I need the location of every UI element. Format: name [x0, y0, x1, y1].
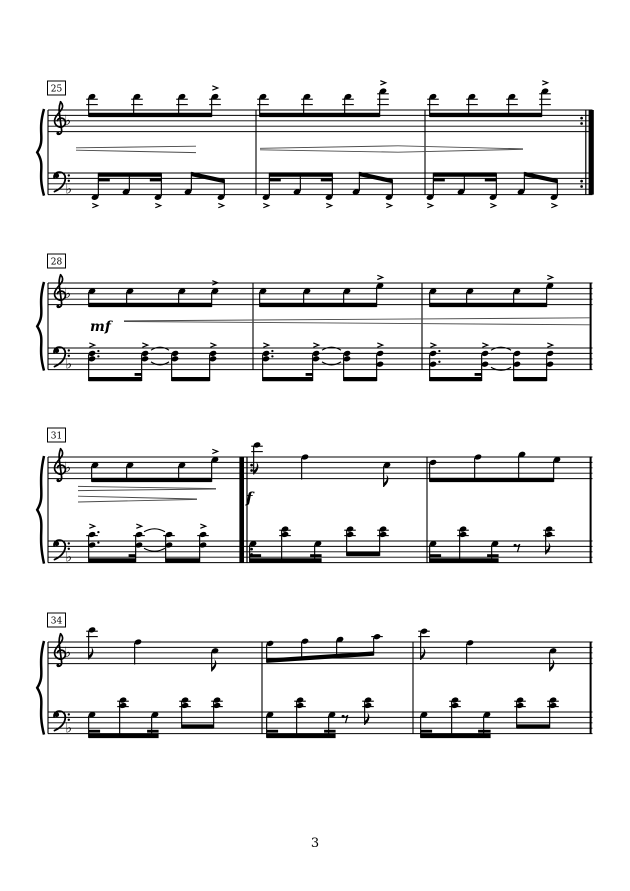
single-note [362, 697, 374, 725]
accent-mark [547, 275, 552, 279]
single-note [251, 441, 263, 474]
eighth-flag [384, 475, 389, 487]
beam [89, 377, 142, 381]
stem [266, 644, 267, 662]
stem [516, 701, 517, 728]
beamed-group [91, 172, 162, 200]
stem [314, 545, 315, 563]
stem [269, 173, 270, 197]
end-barline [590, 457, 592, 563]
stem [312, 354, 313, 381]
beam [260, 303, 377, 307]
accent-mark [326, 203, 331, 207]
accent-mark [210, 343, 215, 347]
stem [262, 354, 263, 381]
beam [172, 377, 210, 381]
beam-stub [150, 179, 162, 182]
treble-clef-dot [56, 305, 59, 308]
stem [483, 716, 484, 738]
flat-sign: ♭ [64, 113, 72, 130]
beam [260, 113, 380, 117]
flat-sign: ♭ [65, 181, 73, 198]
stem [474, 458, 475, 482]
beam [430, 558, 499, 562]
barline [47, 110, 48, 195]
accent-mark [142, 343, 147, 347]
beam [517, 724, 550, 728]
beam [524, 172, 557, 184]
beam [89, 113, 212, 117]
rest-hook [515, 544, 520, 552]
repeat-dot [580, 122, 583, 125]
beamed-group [426, 172, 497, 200]
stem [379, 530, 380, 556]
stem [346, 530, 347, 556]
barline [255, 110, 256, 195]
augmentation-dot [271, 355, 273, 357]
barline [252, 283, 253, 370]
stem [181, 701, 182, 728]
beam-stub [250, 554, 262, 557]
stem [379, 92, 380, 117]
single-note [543, 526, 555, 555]
eighth-flag [254, 462, 259, 474]
flat-sign: ♭ [65, 356, 73, 373]
eighth-flag [546, 542, 551, 554]
stem [541, 92, 542, 117]
beam-stub [129, 554, 136, 557]
accent-mark [547, 343, 552, 347]
barline [47, 283, 48, 370]
stem [429, 463, 430, 481]
barline [426, 457, 427, 563]
bass-clef-dot [68, 713, 70, 715]
stem [141, 354, 142, 381]
end-barline [590, 283, 592, 370]
beam [344, 377, 377, 381]
stem [429, 292, 430, 307]
stem [491, 545, 492, 563]
stem [88, 292, 89, 307]
beam [89, 734, 159, 738]
system-brace [37, 282, 44, 371]
stem [429, 354, 430, 381]
beamed-group [88, 350, 149, 381]
system-brace [37, 456, 44, 564]
stem [178, 98, 179, 117]
stem [344, 98, 345, 117]
stem [171, 354, 172, 381]
stem [259, 98, 260, 117]
beam [250, 558, 322, 562]
beam-stub [269, 179, 281, 182]
stem [151, 716, 152, 738]
accent-mark [430, 343, 435, 347]
stem [88, 354, 89, 381]
stem [376, 287, 377, 307]
stem [420, 632, 421, 660]
beam [430, 478, 554, 482]
beam [421, 734, 491, 738]
hairpin-line [76, 150, 196, 152]
beam [89, 558, 136, 562]
flat-sign: ♭ [65, 549, 73, 566]
stem [191, 172, 192, 191]
beam-stub [98, 179, 110, 182]
system-31 [37, 428, 592, 566]
stem [496, 173, 497, 197]
stem [392, 179, 393, 196]
repeat-dot [580, 185, 583, 188]
stem [199, 536, 200, 563]
beamed-group [517, 172, 558, 201]
beam [267, 734, 336, 738]
stem [464, 173, 465, 191]
stem [429, 98, 430, 117]
stem [119, 701, 120, 738]
accent-mark [263, 343, 268, 347]
flat-sign: ♭ [65, 720, 73, 737]
hairpin-line [78, 489, 216, 491]
system-brace [37, 641, 44, 735]
eighth-flag [212, 659, 217, 671]
measure-number: 25 [50, 84, 63, 95]
beam [263, 377, 313, 381]
beam [430, 113, 542, 117]
stem [88, 98, 89, 117]
stem [553, 461, 554, 482]
stem [429, 545, 430, 563]
stem [513, 354, 514, 381]
beam-stub [478, 730, 491, 733]
single-note [418, 628, 430, 660]
stem [211, 461, 212, 482]
hairpin-line [78, 486, 216, 488]
beam-stub [433, 179, 445, 182]
thin-barline [585, 110, 586, 195]
beam-stub [475, 373, 482, 376]
stem [468, 98, 469, 117]
barline [424, 110, 425, 195]
beamed-group [343, 350, 384, 381]
beam-stub [310, 554, 322, 557]
stem [301, 458, 302, 480]
beamed-group [171, 350, 217, 381]
beam [430, 377, 482, 381]
single-note [466, 639, 474, 664]
stem [433, 173, 434, 197]
beamed-group [86, 93, 221, 117]
beam [166, 558, 200, 562]
barline [47, 457, 48, 563]
stem [300, 173, 301, 191]
stem [88, 716, 89, 738]
repeat-dot [580, 117, 583, 120]
stem [524, 172, 525, 191]
stem [303, 98, 304, 117]
beam-stub [89, 730, 101, 733]
stem [165, 536, 166, 563]
treble-clef-dot [56, 479, 59, 482]
stem [451, 701, 452, 738]
stem [466, 644, 467, 665]
system-25 [37, 81, 594, 208]
stem [126, 292, 127, 307]
accent-mark [218, 203, 223, 207]
beamed-group [514, 697, 559, 729]
stem [296, 701, 297, 738]
augmentation-dot [97, 541, 99, 543]
stem [420, 716, 421, 738]
dynamic-marking: f [246, 489, 253, 507]
stem [224, 179, 225, 196]
beam [347, 552, 380, 556]
accent-mark [380, 81, 385, 85]
accent-mark [542, 81, 547, 85]
accent-mark [386, 203, 391, 207]
stem [253, 446, 254, 475]
stem [466, 292, 467, 307]
augmentation-dot [438, 361, 440, 363]
beam-stub [147, 730, 159, 733]
accent-mark [263, 203, 268, 207]
accent-mark [212, 449, 217, 453]
beam [514, 377, 547, 381]
flat-sign: ♭ [64, 460, 72, 477]
stem [126, 466, 127, 482]
stem [376, 354, 377, 381]
beamed-group [91, 456, 219, 482]
stem [133, 98, 134, 117]
stem [266, 716, 267, 738]
tie [144, 548, 165, 551]
repeat-dot [580, 180, 583, 183]
tie [144, 529, 165, 532]
stem [213, 701, 214, 728]
beam-stub [421, 730, 433, 733]
stem [135, 536, 136, 563]
beamed-group [259, 282, 384, 307]
bass-clef-dot [68, 349, 70, 351]
beamed-group [262, 350, 320, 381]
hairpin-line [260, 150, 398, 152]
beamed-group [352, 172, 393, 201]
hairpin-line [398, 146, 523, 149]
barline [261, 642, 262, 734]
single-note [549, 647, 557, 671]
hairpin-line [76, 146, 196, 148]
stem [301, 642, 302, 660]
bass-clef-dot [68, 174, 70, 176]
single-note [301, 453, 309, 479]
eighth-rest [342, 715, 348, 723]
stem [481, 354, 482, 381]
stem [211, 98, 212, 117]
barline [421, 283, 422, 370]
single-note [134, 638, 142, 664]
treble-clef-dot [56, 664, 59, 667]
dynamic-marking: mf [90, 319, 111, 335]
flat-sign: ♭ [64, 286, 72, 303]
stem [557, 179, 558, 196]
beam-stub [430, 554, 442, 557]
stem [359, 172, 360, 191]
repeat-dot [250, 469, 253, 472]
accent-mark [482, 343, 487, 347]
beam-stub [485, 179, 497, 182]
measure-number: 34 [50, 616, 63, 627]
stem [178, 292, 179, 307]
stem [209, 354, 210, 381]
hairpin-line [398, 149, 523, 152]
beam [191, 172, 224, 184]
stem [281, 530, 282, 562]
beamed-group [513, 350, 554, 381]
accent-mark [200, 524, 205, 528]
beam-stub [267, 730, 279, 733]
augmentation-dot [97, 355, 99, 357]
accent-mark [377, 343, 382, 347]
end-barline [590, 642, 592, 734]
accent-mark [89, 343, 94, 347]
accent-mark [136, 524, 141, 528]
stem [343, 354, 344, 381]
bass-clef-dot [68, 542, 70, 544]
beam [182, 724, 214, 728]
stem [98, 173, 99, 197]
augmentation-dot [271, 350, 273, 352]
beamed-group [262, 172, 333, 200]
eighth-rest [514, 544, 520, 552]
stem [249, 545, 250, 563]
stem [161, 173, 162, 197]
beamed-group [184, 172, 225, 201]
beam-stub [306, 373, 313, 376]
accent-mark [490, 203, 495, 207]
stem [373, 638, 374, 656]
system-34 [37, 613, 592, 738]
beamed-group [429, 451, 561, 482]
stem [336, 640, 337, 657]
stem [259, 292, 260, 307]
system-28 [37, 254, 592, 381]
stem [88, 536, 89, 563]
accent-mark [313, 343, 318, 347]
barline [47, 642, 48, 734]
stem [343, 292, 344, 307]
accent-mark [377, 275, 382, 279]
beam [430, 303, 547, 307]
beamed-group [427, 88, 551, 118]
stem [88, 631, 89, 660]
beamed-group [257, 88, 389, 118]
augmentation-dot [97, 531, 99, 533]
beam-stub [135, 373, 142, 376]
accent-mark [92, 203, 97, 207]
stem [178, 466, 179, 482]
augmentation-dot [97, 350, 99, 352]
beam-stub [321, 179, 333, 182]
accent-mark [89, 524, 94, 528]
accent-mark [212, 86, 217, 90]
measure-number: 31 [50, 431, 63, 442]
beam [89, 303, 212, 307]
beam [359, 172, 392, 184]
eighth-flag [550, 659, 555, 671]
stem [508, 98, 509, 117]
accent-mark [551, 203, 556, 207]
stem [129, 173, 130, 191]
beamed-group [429, 282, 554, 307]
accent-mark [155, 203, 160, 207]
hairpin-line [124, 322, 590, 325]
eighth-flag [89, 647, 94, 659]
accent-mark [427, 203, 432, 207]
stem [518, 455, 519, 482]
hairpin-line [78, 496, 197, 499]
beamed-group [88, 288, 219, 308]
measure-number: 28 [50, 257, 63, 268]
treble-clef-dot [56, 132, 59, 135]
beamed-group [429, 350, 489, 381]
stem [459, 530, 460, 562]
repeat-dot [250, 464, 253, 467]
hairpin-line [78, 499, 197, 502]
beam-stub [324, 730, 336, 733]
stem [303, 292, 304, 307]
single-note [86, 626, 98, 659]
stem [513, 292, 514, 307]
stem [91, 466, 92, 482]
flat-sign: ♭ [64, 645, 72, 662]
beamed-group [179, 697, 223, 729]
hairpin-line [124, 318, 590, 321]
repeat-dot [250, 548, 253, 551]
stem [211, 292, 212, 307]
barline [412, 642, 413, 734]
stem [328, 716, 329, 738]
thin-barline [246, 457, 247, 563]
single-note [383, 462, 391, 487]
system-brace [37, 109, 44, 196]
thick-barline [239, 457, 244, 563]
stem [546, 287, 547, 307]
stem [549, 701, 550, 728]
rest-hook [343, 715, 348, 723]
stem [134, 643, 135, 665]
stem [332, 173, 333, 197]
beam-stub [487, 554, 499, 557]
single-note [211, 647, 219, 671]
augmentation-dot [438, 350, 440, 352]
beam [92, 478, 212, 482]
hairpin-line [260, 146, 398, 149]
page-number: 3 [310, 836, 320, 851]
stem [546, 354, 547, 381]
thick-barline [589, 110, 594, 195]
